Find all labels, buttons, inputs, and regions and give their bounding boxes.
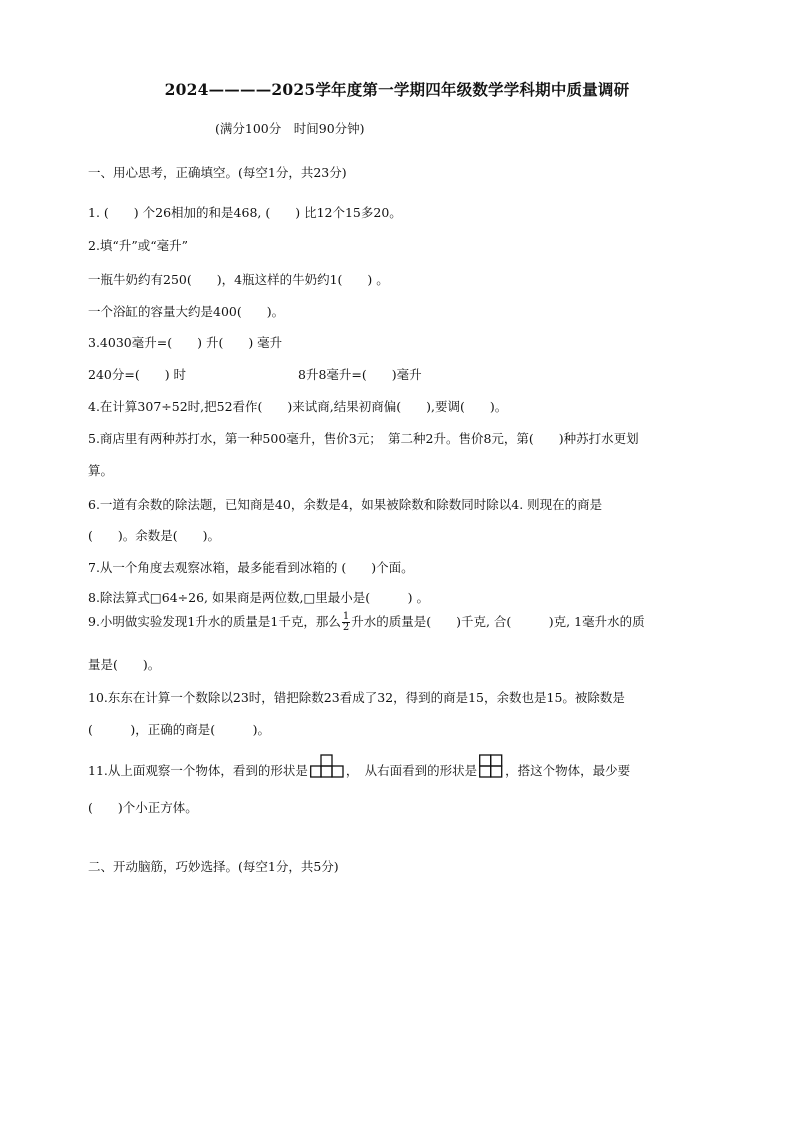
section-1-heading: 一、用心思考，正确填空。(每空1分，共23分) xyxy=(88,165,347,180)
question-2a: 一瓶牛奶约有250( )，4瓶这样的牛奶约1( ) 。 xyxy=(88,272,389,287)
fraction-one-half xyxy=(342,612,350,633)
question-11-text-c: ，搭这个物体，最少要 xyxy=(505,763,631,778)
fraction-numerator: 1 xyxy=(342,611,350,622)
right-view-shape-icon xyxy=(479,754,503,778)
question-1: 1. ( ) 个26相加的和是468, ( ) 比12个15多20。 xyxy=(88,205,402,220)
question-4: 4.在计算307÷52时,把52看作( )来试商,结果初商偏( ),要调( )。 xyxy=(88,399,508,414)
question-6-line1: 6.一道有余数的除法题，已知商是40，余数是4，如果被除数和除数同时除以4. 则现在的商是 xyxy=(88,497,603,512)
question-2b: 一个浴缸的容量大约是400( )。 xyxy=(88,304,285,319)
exam-title: 2024————2025学年度第一学期四年级数学学科期中质量调研 xyxy=(164,80,630,99)
fraction-denominator: 2 xyxy=(342,622,350,633)
question-3c: 8升8毫升=( )毫升 xyxy=(298,367,422,382)
question-11-text-b: ， 从右面看到的形状是 xyxy=(345,763,478,778)
question-2-title: 2.填“升”或“毫升” xyxy=(88,238,188,253)
question-7: 7.从一个角度去观察冰箱，最多能看到冰箱的 ( )个面。 xyxy=(88,560,414,575)
question-11-line2: ( )个小正方体。 xyxy=(88,800,198,815)
question-10-line1: 10.东东在计算一个数除以23时，错把除数23看成了32，得到的商是15，余数也是15。被除数是 xyxy=(88,690,625,705)
question-11-text-a: 11.从上面观察一个物体，看到的形状是 xyxy=(88,763,308,778)
top-view-shape-icon xyxy=(310,754,344,778)
question-11-line1 xyxy=(88,754,630,779)
exam-subtitle: (满分100分 时间90分钟) xyxy=(215,121,365,136)
question-3b: 240分=( ) 时 xyxy=(88,367,187,382)
question-3a: 3.4030毫升=( ) 升( ) 毫升 xyxy=(88,335,283,350)
question-6-line2: ( )。余数是( )。 xyxy=(88,528,221,543)
question-9-line1 xyxy=(88,612,645,633)
question-5-line1: 5.商店里有两种苏打水，第一种500毫升，售价3元； 第二种2升。售价8元，第( )种苏打水更划 xyxy=(88,431,639,446)
question-10-line2: ( )，正确的商是( )。 xyxy=(88,722,271,737)
question-9-text-b: 升水的质量是( )千克, 合( )克, 1毫升水的质 xyxy=(351,614,645,629)
question-8: 8.除法算式□64÷26, 如果商是两位数,□里最小是( ) 。 xyxy=(88,590,429,605)
section-2-heading: 二、开动脑筋，巧妙选择。(每空1分，共5分) xyxy=(88,859,339,874)
question-9-line2: 量是( )。 xyxy=(88,657,161,672)
question-9-text-a: 9.小明做实验发现1升水的质量是1千克，那么 xyxy=(88,614,341,629)
question-5-line2: 算。 xyxy=(88,463,114,478)
